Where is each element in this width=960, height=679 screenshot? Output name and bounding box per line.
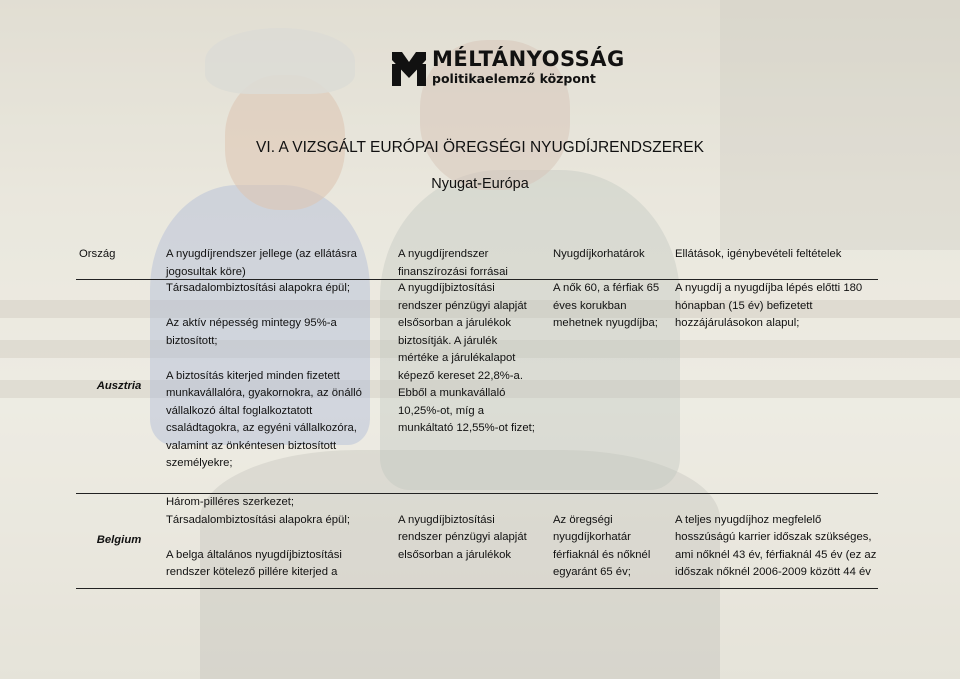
table-row	[76, 279, 878, 493]
header-retirement-age: Nyugdíjkorhatárok	[553, 248, 645, 260]
logo-title: MÉLTÁNYOSSÁG	[432, 46, 625, 71]
retirement-age-text: A nők 60, a férfiak 65 éves korukban mehetnek nyugdíjba;	[553, 282, 660, 329]
benefits-text: A nyugdíj a nyugdíjba lépés előtti 180 hónapban (15 év) befizetett hozzájárulásokon alapul;	[675, 282, 863, 329]
nature-text: Az aktív népesség mintegy 95%-a biztosított;	[166, 317, 337, 347]
funding-cell	[394, 280, 549, 493]
retirement-age-cell	[549, 494, 671, 588]
benefits-cell	[671, 280, 878, 493]
benefits-text: A teljes nyugdíjhoz megfelelő hosszúságú karrier időszak szükséges, ami nőknél 43 év, férfiaknál 45 év (ez az időszak nőknél 2006-2009 között 44 év	[675, 513, 877, 578]
nature-cell	[162, 494, 394, 588]
document-title: VI. A VIZSGÁLT EURÓPAI ÖREGSÉGI NYUGDÍJRENDSZEREK	[256, 139, 704, 156]
logo	[392, 48, 625, 86]
header-nature: A nyugdíjrendszer jellege (az ellátásra jogosultak köre)	[166, 248, 357, 278]
nature-text: Három-pilléres szerkezet; Társadalombiztosítási alapokra épül;	[166, 496, 350, 526]
table-header-row	[76, 246, 878, 279]
funding-cell	[394, 494, 549, 588]
table-row	[76, 493, 878, 588]
benefits-cell	[671, 494, 878, 588]
meltanyossag-logo-icon	[392, 48, 426, 86]
funding-text: A nyugdíjbiztosítási rendszer pénzügyi alapját elsősorban a járulékok biztosítják. A járulék mértéke a járulékalapot képező kereset 22,8%-a. Ebből a munkavállaló 10,25%-ot, míg a munkáltató 12,55%-ot fizet;	[398, 282, 535, 434]
country-cell: Ausztria	[96, 379, 142, 392]
table-bottom-border	[76, 588, 878, 589]
nature-cell	[162, 280, 394, 493]
country-cell: Belgium	[96, 534, 142, 547]
retirement-age-text: Az öregségi nyugdíjkorhatár férfiaknál és nőknél egyaránt 65 év;	[553, 513, 651, 578]
nature-text: A belga általános nyugdíjbiztosítási rendszer kötelező pillére kiterjed a	[166, 548, 342, 578]
nature-text: A biztosítás kiterjed minden fizetett munkavállalóra, gyakornokra, az önálló vállalkozó által foglalkoztatott családtagokra, az egyéni vállalkozóra, valamint az önkéntesen biztosított személyekre;	[166, 369, 362, 469]
document-subtitle: Nyugat-Európa	[431, 176, 529, 192]
retirement-age-cell	[549, 280, 671, 493]
header-country: Ország	[79, 248, 116, 260]
funding-text: A nyugdíjbiztosítási rendszer pénzügyi alapját elsősorban a járulékok	[398, 513, 527, 561]
header-benefits: Ellátások, igénybevételi feltételek	[675, 248, 842, 260]
header-funding: A nyugdíjrendszer finanszírozási forrásai	[398, 248, 508, 278]
pension-systems-table	[76, 246, 878, 589]
nature-text: Társadalombiztosítási alapokra épül;	[166, 282, 350, 294]
logo-subtitle: politikaelemző központ	[432, 70, 596, 86]
